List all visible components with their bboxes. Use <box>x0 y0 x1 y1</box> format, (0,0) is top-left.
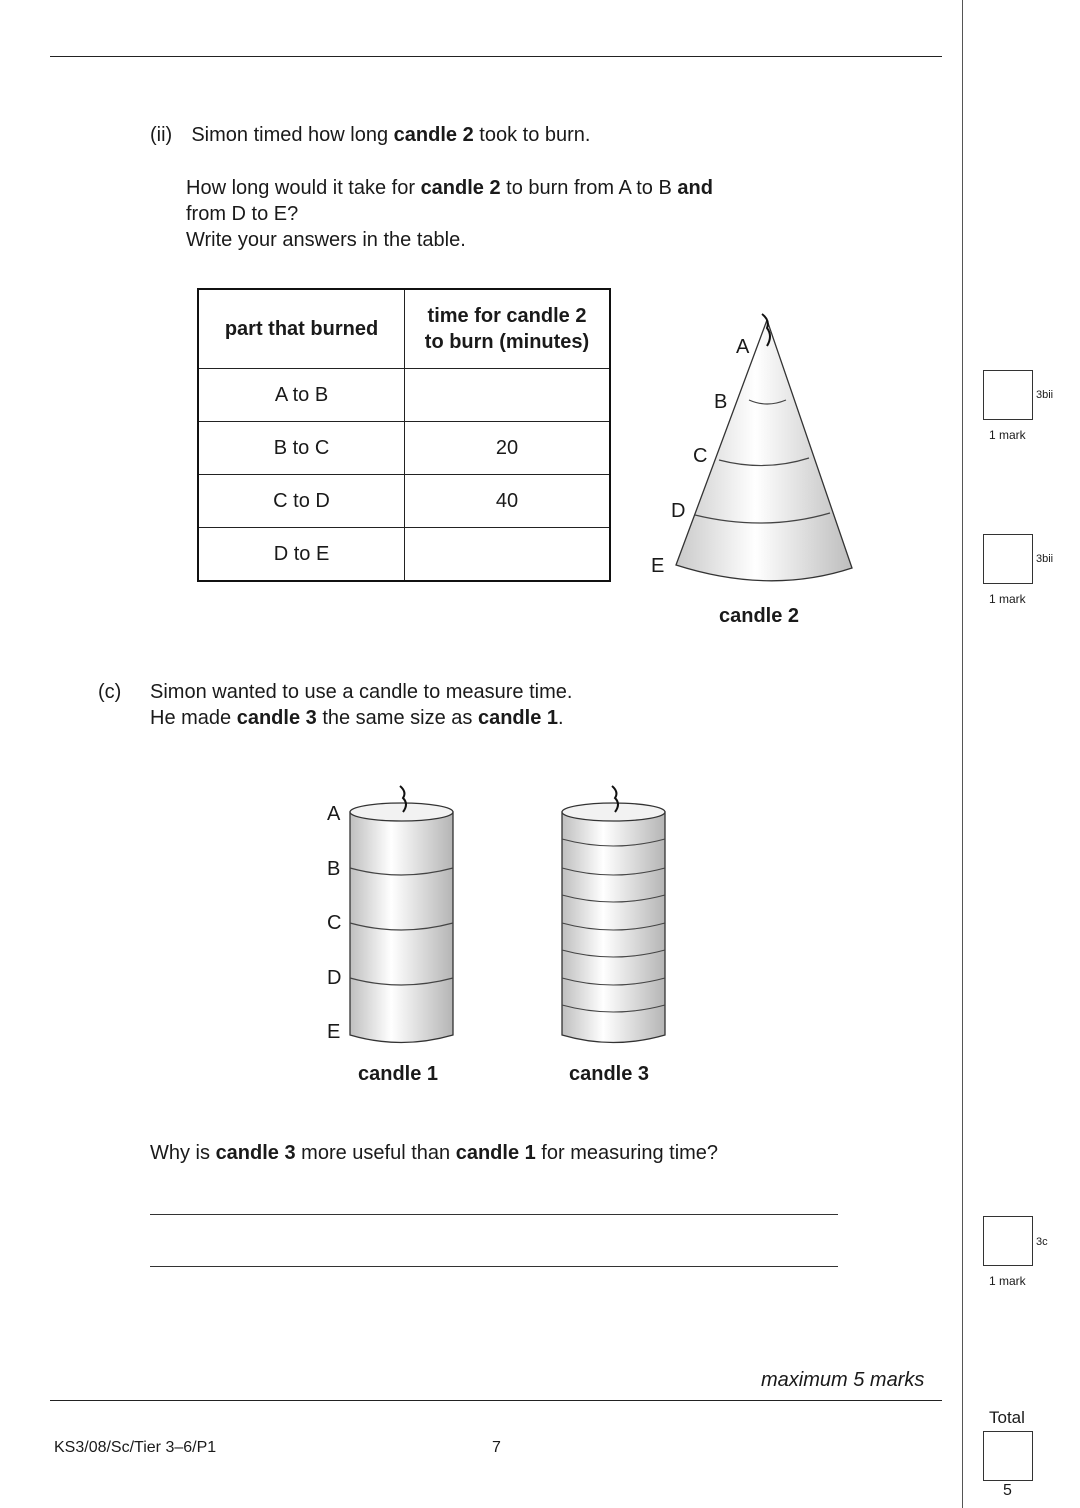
table-row: B to C 20 <box>198 422 610 475</box>
mark-code: 3bii <box>1036 553 1054 565</box>
candle2-letter-d: D <box>671 500 686 522</box>
answer-line-2[interactable] <box>150 1266 838 1267</box>
candle1-caption: candle 1 <box>358 1063 439 1085</box>
answer-cell-d-to-e[interactable] <box>405 528 611 582</box>
mark-label: 1 mark <box>989 592 1026 606</box>
margin-rule <box>962 0 963 1508</box>
page-number: 7 <box>492 1439 501 1456</box>
candle2-letter-e: E <box>651 555 665 577</box>
candle2-caption: candle 2 <box>719 605 800 627</box>
question-c-prompt: Why is candle 3 more useful than candle 1 for measuring time? <box>150 1142 719 1164</box>
total-value: 5 <box>1003 1482 1012 1499</box>
candle1-letter-a: A <box>327 803 341 825</box>
candle2-letter-a: A <box>736 336 750 358</box>
maximum-marks: maximum 5 marks <box>761 1369 925 1391</box>
part-label: (ii) <box>150 124 173 146</box>
total-label: Total <box>989 1408 1025 1427</box>
candle1-letter-c: C <box>327 912 342 934</box>
table-row: A to B <box>198 369 610 422</box>
paper-code: KS3/08/Sc/Tier 3–6/P1 <box>54 1439 217 1456</box>
total-box[interactable] <box>983 1431 1033 1481</box>
candle2-letter-c: C <box>693 445 708 467</box>
answer-line-1[interactable] <box>150 1214 838 1215</box>
question-b2-intro: (ii) Simon timed how long candle 2 took to burn. <box>150 124 591 146</box>
header-time: time for candle 2 to burn (minutes) <box>405 289 611 369</box>
mark-code: 3c <box>1036 1236 1048 1248</box>
mark-code: 3bii <box>1036 389 1054 401</box>
top-rule <box>50 56 942 57</box>
candle1-letter-e: E <box>327 1021 341 1043</box>
candle2-letter-b: B <box>714 391 728 413</box>
candle1-letter-b: B <box>327 858 341 880</box>
question-b2-text: How long would it take for candle 2 to burn from A to B and from D to E? Write your answers in the table. <box>186 177 713 251</box>
candle-1-illustration <box>345 780 460 1050</box>
mark-label: 1 mark <box>989 1274 1026 1288</box>
candle-3-illustration <box>557 780 672 1050</box>
mark-box-3bii-2[interactable] <box>983 534 1033 584</box>
candle3-caption: candle 3 <box>569 1063 650 1085</box>
mark-label: 1 mark <box>989 428 1026 442</box>
bottom-rule <box>50 1400 942 1401</box>
mark-box-3bii-1[interactable] <box>983 370 1033 420</box>
mark-box-3c[interactable] <box>983 1216 1033 1266</box>
header-part-burned: part that burned <box>198 289 405 369</box>
answer-cell-a-to-b[interactable] <box>405 369 611 422</box>
burn-time-table <box>197 288 611 582</box>
question-c-text: Simon wanted to use a candle to measure time. He made candle 3 the same size as candle 1. <box>150 681 573 729</box>
table-row: C to D 40 <box>198 475 610 528</box>
table-row: D to E <box>198 528 610 582</box>
question-c-label: (c) <box>98 681 122 703</box>
candle1-letter-d: D <box>327 967 342 989</box>
